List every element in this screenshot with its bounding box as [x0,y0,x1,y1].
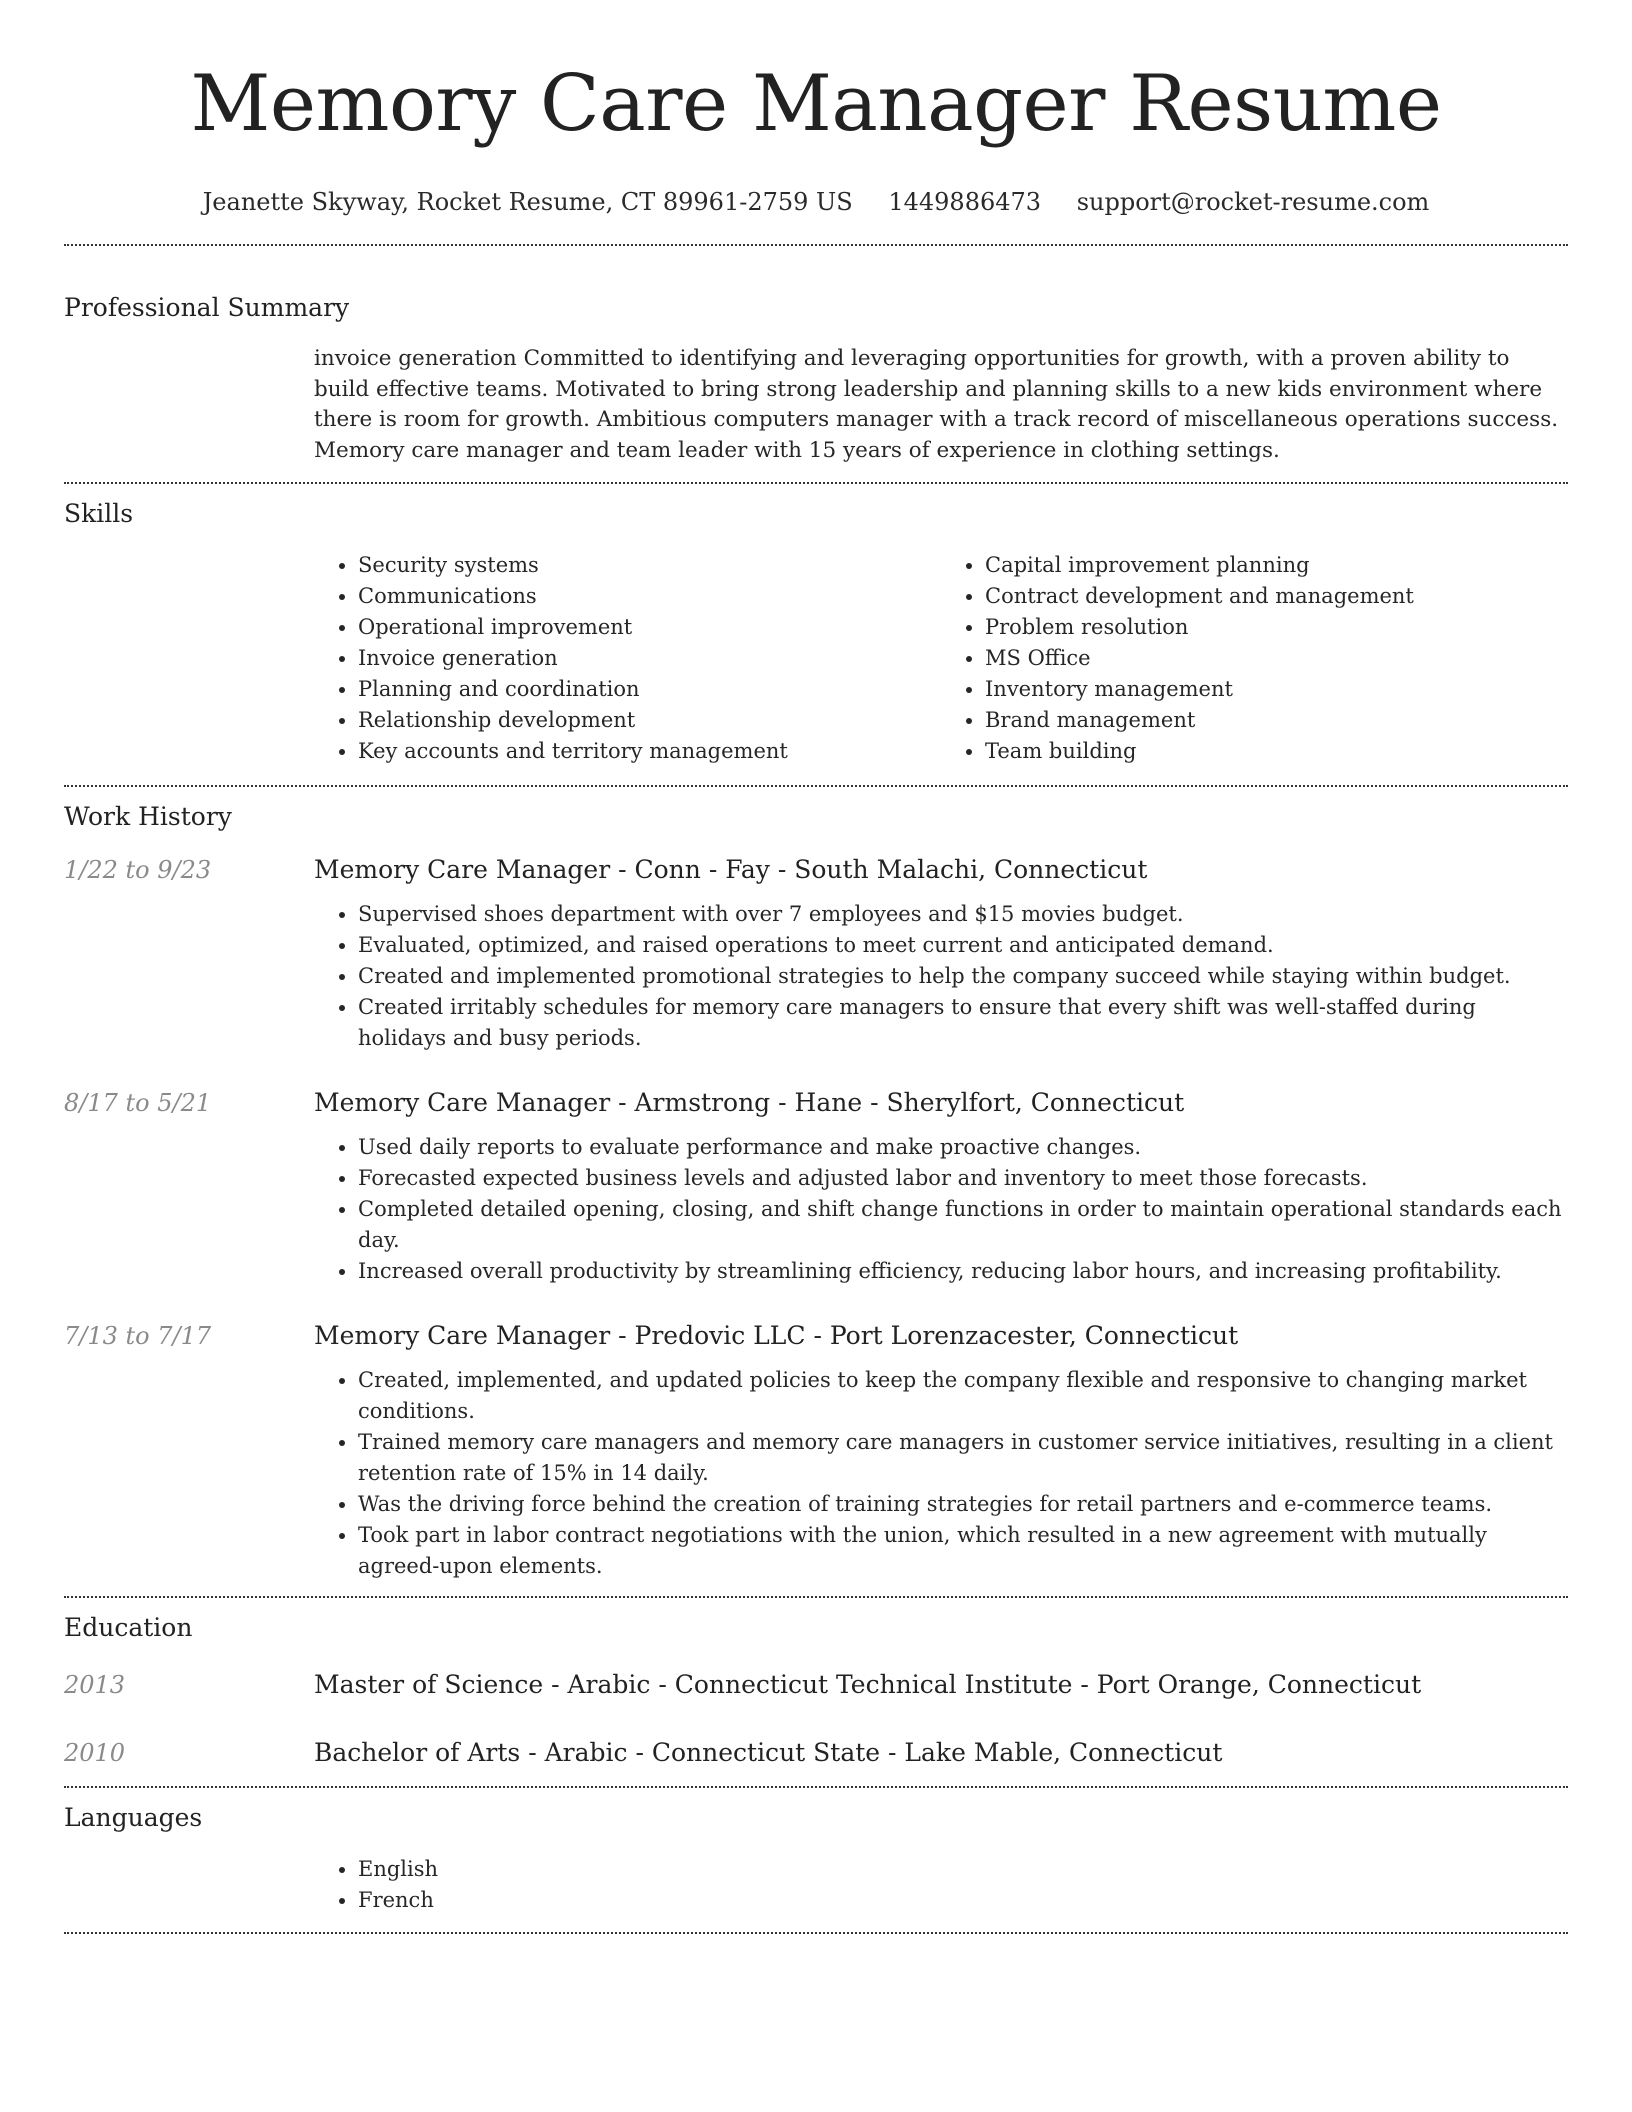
list-item: • Communications [358,581,941,612]
languages-list [314,1854,1568,1916]
job-dates: 8/17 to 5/21 [64,1089,212,1117]
education-entry [64,1668,1568,1702]
job-entry [64,1319,1568,1582]
divider [64,482,1568,484]
list-item: • Inventory management [985,674,1568,705]
work-heading: Work History [64,802,232,831]
education-section [64,1610,1568,1770]
job-dates: 1/22 to 9/23 [64,856,212,884]
job-entry [64,1086,1568,1287]
divider [64,244,1568,246]
work-section [64,799,1568,1582]
list-item: • Invoice generation [358,643,941,674]
summary-section [64,290,1568,466]
list-item: • Forecasted expected business levels and adjusted labor and inventory to meet those forecasts. [358,1163,1568,1194]
education-degree: Bachelor of Arts - Arabic - Connecticut State - Lake Mable, Connecticut [314,1738,1223,1767]
list-item: • Key accounts and territory management [358,736,941,767]
divider [64,1932,1568,1934]
divider [64,1596,1568,1598]
education-year: 2013 [64,1671,126,1699]
list-item: • Brand management [985,705,1568,736]
contact-phone: 1449886473 [888,188,1042,216]
list-item: • Relationship development [358,705,941,736]
languages-content [314,1854,1568,1916]
divider [64,1786,1568,1788]
list-item: • Took part in labor contract negotiations with the union, which resulted in a new agreement with mutually agreed-upon elements. [358,1520,1568,1582]
languages-heading: Languages [64,1803,203,1832]
list-item: • Supervised shoes department with over 7 employees and $15 movies budget. [358,899,1568,930]
skills-heading: Skills [64,499,134,528]
education-entry [64,1736,1568,1770]
list-item: • Was the driving force behind the creation of training strategies for retail partners and e-commerce teams. [358,1489,1568,1520]
list-item: • Planning and coordination [358,674,941,705]
contact-line [64,182,1568,222]
list-item: • Used daily reports to evaluate performance and make proactive changes. [358,1132,1568,1163]
list-item: • Increased overall productivity by streamlining efficiency, reducing labor hours, and increasing profitability. [358,1256,1568,1287]
page-title: Memory Care Manager Resume [190,59,1442,149]
summary-heading: Professional Summary [64,293,350,322]
job-bullets [314,1365,1568,1582]
skills-section [64,496,1568,767]
languages-section [64,1800,1568,1916]
job-title: Memory Care Manager - Conn - Fay - South Malachi, Connecticut [314,855,1148,884]
list-item: • Created, implemented, and updated policies to keep the company flexible and responsive to changing market conditions. [358,1365,1568,1427]
list-item: • MS Office [985,643,1568,674]
job-entry [64,853,1568,1054]
education-year: 2010 [64,1739,126,1767]
list-item: • French [358,1885,1568,1916]
list-item: • Created irritably schedules for memory care managers to ensure that every shift was well-staffed during holidays and busy periods. [358,992,1568,1054]
list-item: • Problem resolution [985,612,1568,643]
skills-columns [314,550,1568,767]
skills-list-right [941,550,1568,767]
job-bullets [314,1132,1568,1287]
list-item: • Security systems [358,550,941,581]
education-degree: Master of Science - Arabic - Connecticut Technical Institute - Port Orange, Connecticut [314,1670,1422,1699]
job-title: Memory Care Manager - Predovic LLC - Port Lorenzacester, Connecticut [314,1321,1239,1350]
list-item: • Trained memory care managers and memory care managers in customer service initiatives, resulting in a client retention rate of 15% in 14 daily. [358,1427,1568,1489]
job-title: Memory Care Manager - Armstrong - Hane - Sherylfort, Connecticut [314,1088,1185,1117]
skills-list-left [314,550,941,767]
list-item: • Evaluated, optimized, and raised operations to meet current and anticipated demand. [358,930,1568,961]
resume-page [64,0,1568,1934]
job-dates: 7/13 to 7/17 [64,1322,212,1350]
job-bullets [314,899,1568,1054]
contact-address: Jeanette Skyway, Rocket Resume, CT 89961-2759 US [202,188,853,216]
list-item: • Completed detailed opening, closing, and shift change functions in order to maintain operational standards each day. [358,1194,1568,1256]
list-item: • Capital improvement planning [985,550,1568,581]
summary-text: invoice generation Committed to identifying and leveraging opportunities for growth, with a proven ability to build effective teams. Motivated to bring strong leadership and planning skills to a new kids environment where there is room for growth. Ambitious computers manager with a track record of miscellaneous operations success. Memory care manager and team leader with 15 years of experience in clothing settings. [314,346,1559,463]
list-item: • Contract development and management [985,581,1568,612]
list-item: • Operational improvement [358,612,941,643]
divider [64,785,1568,787]
list-item: • Created and implemented promotional strategies to help the company succeed while staying within budget. [358,961,1568,992]
contact-email: support@rocket-resume.com [1076,188,1430,216]
education-heading: Education [64,1613,193,1642]
list-item: • English [358,1854,1568,1885]
list-item: • Team building [985,736,1568,767]
